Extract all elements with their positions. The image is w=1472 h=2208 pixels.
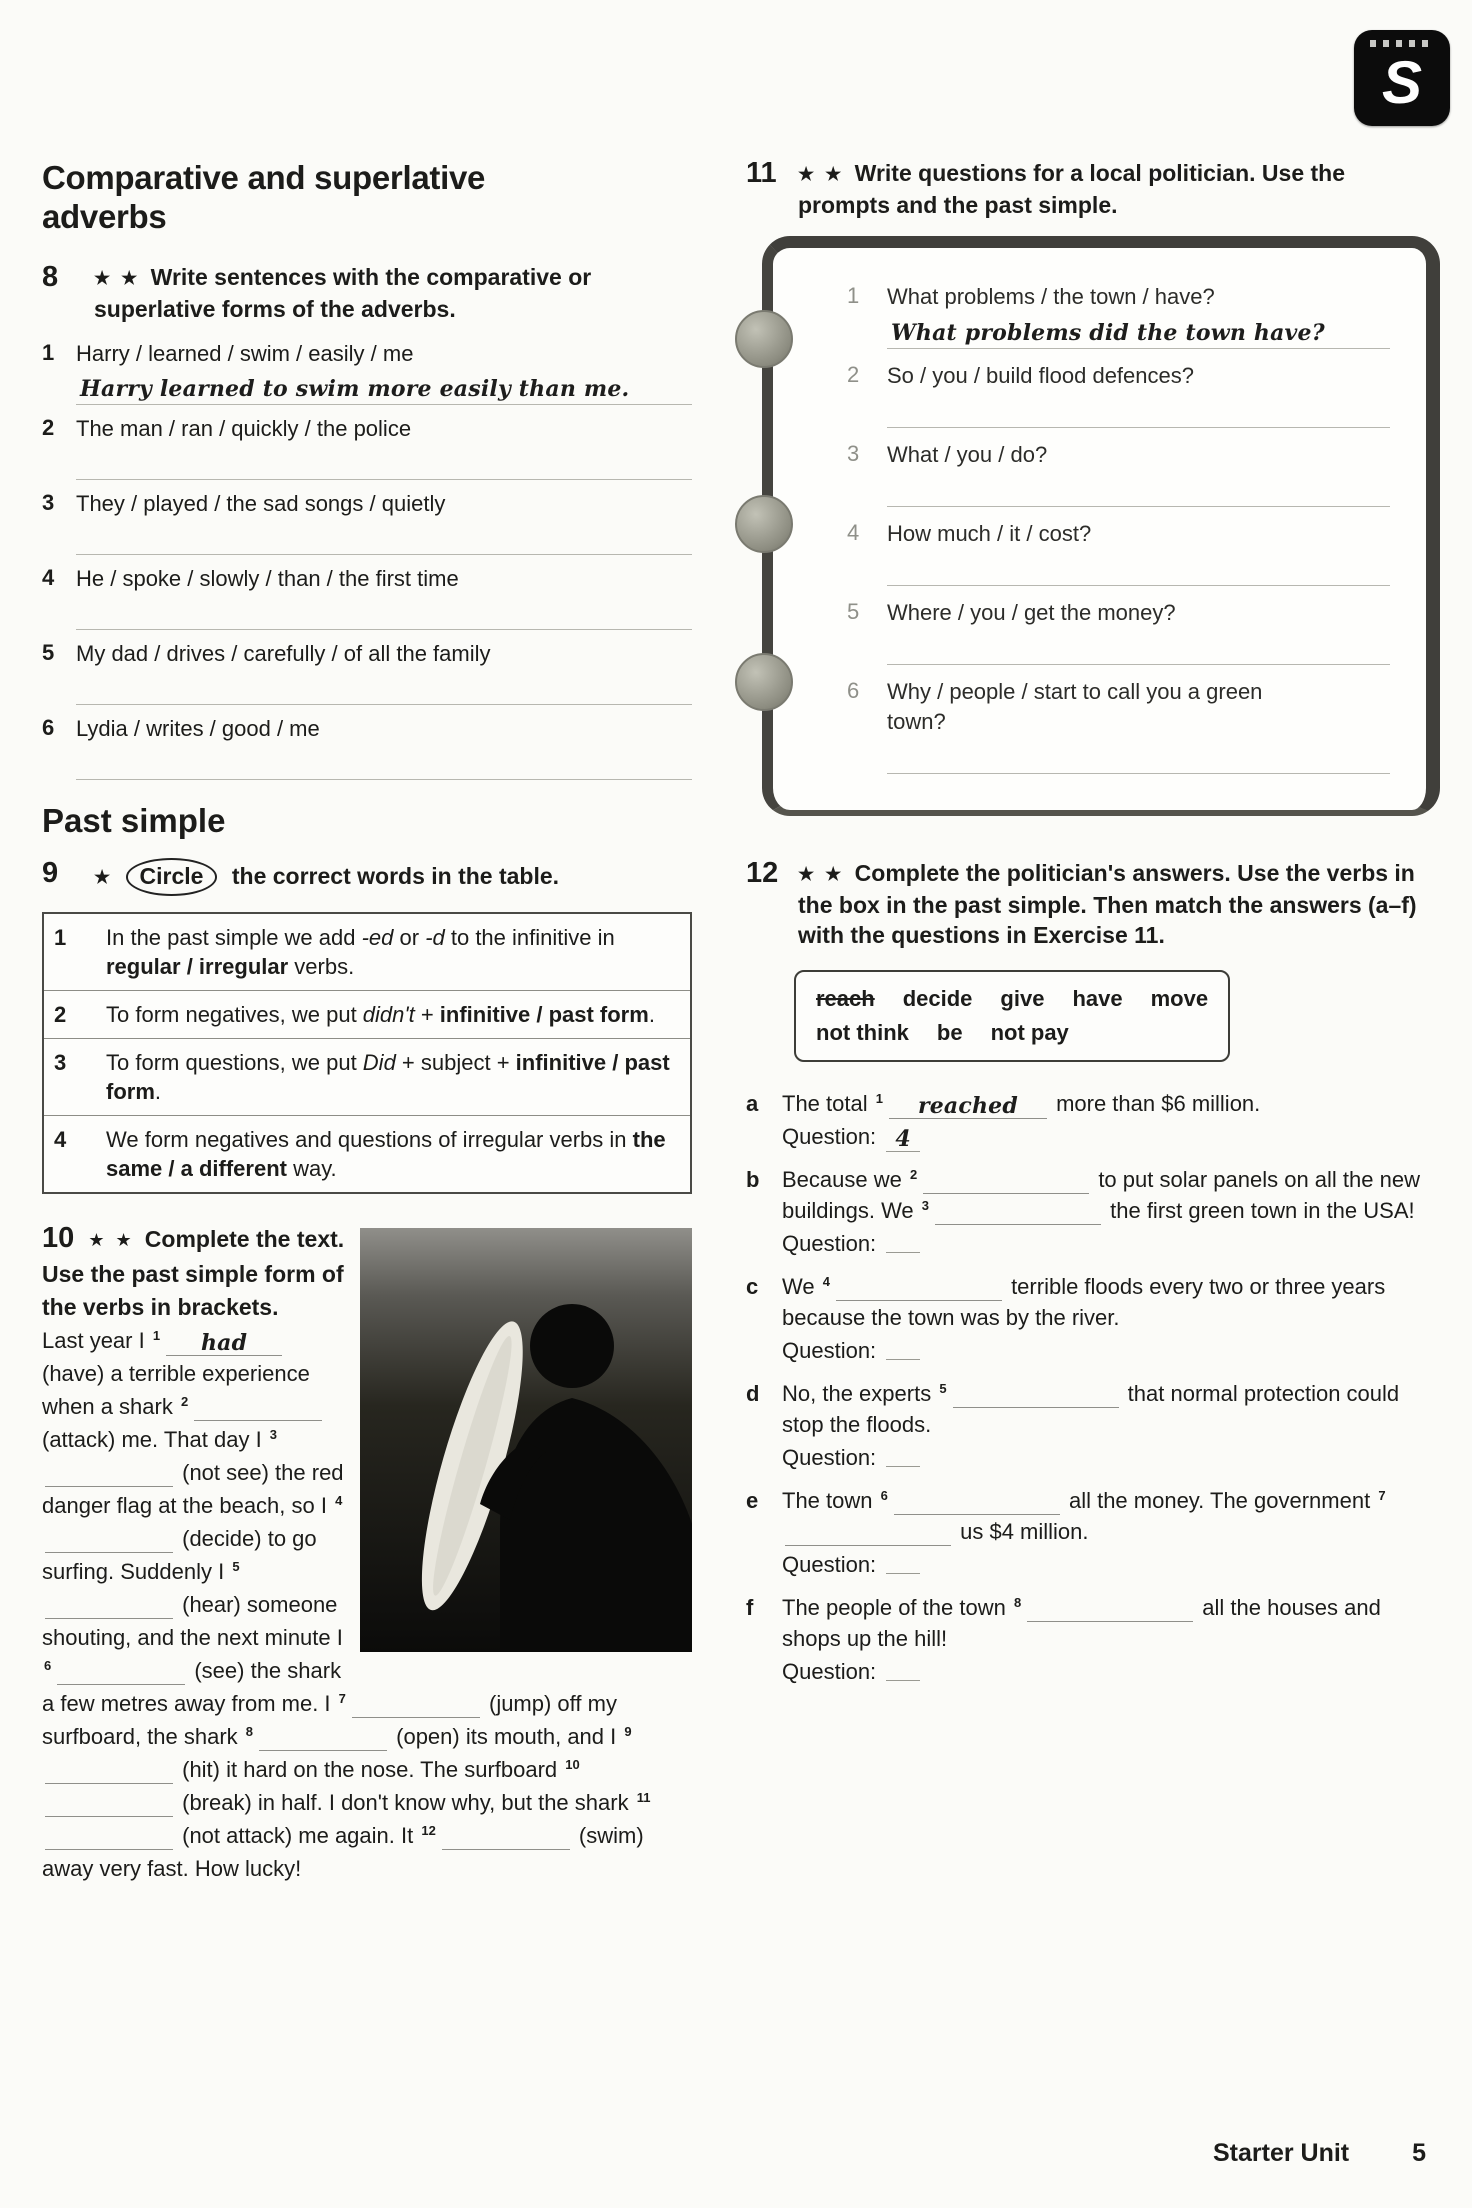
word-box-verb: decide [902,986,973,1011]
section-title-past-simple: Past simple [42,802,226,839]
answer-line[interactable] [887,391,1390,428]
answer-text: The total $^1$ reached more than $6 million. [782,1090,1261,1119]
exercise-instruction: ★ ★ Complete the politician's answers. Use the verbs in the box in the past simple. Then match the answers (a–f) with the questions in Exercise 11. [798,860,1417,948]
question-match-row: Question: 4 [782,1121,1440,1152]
binder-ring-icon [735,495,793,553]
question-item: 2 So / you / build flood defences? [847,361,1390,428]
answer-line[interactable] [887,470,1390,507]
difficulty-stars: ★ ★ [94,268,141,288]
exercise-number: 9 [42,857,59,889]
blank-line[interactable]: had [166,1332,282,1356]
blank-line[interactable] [836,1277,1002,1301]
answer-block: f The people of the town $^8$ all the houses and shops up the hill! Question: [746,1592,1440,1687]
exercise-instruction: ★ ★ Write questions for a local politician. Use the prompts and the past simple. [798,160,1346,218]
blank-line[interactable] [352,1694,480,1718]
page-number: 5 [1412,2139,1426,2167]
word-box-verb: not pay [990,1020,1069,1045]
question-number-blank[interactable] [886,1252,920,1253]
answer-block: d No, the experts $^5$ that normal protection could stop the floods. Question: [746,1378,1440,1473]
answer-line[interactable] [76,443,692,480]
answer-line[interactable] [887,628,1390,665]
answer-text: We $^4$ terrible floods every two or three years because the town was by the river. [782,1273,1386,1331]
gap-fill-text: Last year I $^1$ had (have) a terrible experience when a shark $^2$ (attack) me. That day I $^3$ (not see) the red danger flag at the beach, so I $^4$ (decide) to go surfing. Suddenly I $^5$ (hear) someone shouting, and the next minute I $^6$ (see) the shark a few metres away from me. I $^7$ (jump) off my surfboard, the shark $^8$ (open) its mouth, and I $^9$ (hit) it hard on the nose. The surfboard $^{10}$ (break) in half. I don't know why, but the shark $^{11}$ (not attack) me again. It $^{12}$ (swim) away very fast. How lucky! [42,1327,651,1881]
answer-block: a The total $^1$ reached more than $6 million. Question: 4 [746,1088,1440,1152]
right-column [746,158,1440,1699]
answer-block: b Because we $^2$ to put solar panels on all the new buildings. We $^3$ the first green town in the USA! Question: [746,1164,1440,1259]
handwritten-answer: Harry learned to swim more easily than me. [80,376,630,402]
table-row: 1 In the past simple we add -ed or -d to the infinitive in regular / irregular verbs. [43,913,691,991]
question-prompt: Why / people / start to call you a green town? [887,679,1263,734]
table-row: 4 We form negatives and questions of irregular verbs in the same / a different way. [43,1116,691,1194]
blank-line[interactable] [45,1463,173,1487]
exercise-11-header [746,158,1440,220]
answer-line[interactable] [887,549,1390,586]
blank-line[interactable] [57,1661,185,1685]
exercise-11 [746,158,1440,816]
question-match-row: Question: [782,1335,1440,1366]
answer-text: No, the experts $^5$ that normal protection could stop the floods. [782,1380,1400,1438]
sentence-prompt: He / spoke / slowly / than / the first time [76,566,459,591]
exercise-12 [746,858,1440,1687]
exercise-10 [42,1222,692,1885]
answer-line[interactable] [76,368,692,405]
blank-line[interactable]: reached [889,1095,1047,1119]
table-row: 2 To form negatives, we put didn't + infinitive / past form. [43,991,691,1039]
word-box-verb: not think [816,1020,909,1045]
rule-text[interactable]: To form questions, we put Did + subject + infinitive / past form. [96,1039,691,1116]
word-box-verb: move [1150,986,1209,1011]
question-match-row: Question: [782,1228,1440,1259]
question-number-blank[interactable] [886,1680,920,1681]
sentence-prompt: My dad / drives / carefully / of all the family [76,641,491,666]
answer-line[interactable] [76,668,692,705]
sentence-item: 5 My dad / drives / carefully / of all the family [42,640,692,705]
question-prompt: What problems / the town / have? [887,284,1215,309]
question-item: 1 What problems / the town / have? What problems did the town have? [847,282,1390,349]
answer-text: The town $^6$ all the money. The government $^7$ us $4 million. [782,1485,1440,1547]
unit-badge-letter: S [1381,48,1423,116]
word-box-verb: be [936,1020,963,1045]
exercise-instruction: ★ ★ Write sentences with the comparative or superlative forms of the adverbs. [94,264,592,322]
word-box-row [816,982,1208,1016]
question-number-blank[interactable] [886,1466,920,1467]
exercise-9 [42,858,692,1194]
answer-block: c We $^4$ terrible floods every two or three years because the town was by the river. Question: [746,1271,1440,1366]
blank-line[interactable] [785,1522,951,1546]
blank-line[interactable] [45,1760,173,1784]
exercise-instruction: Complete the text. Use the past simple form of the verbs in brackets. [42,1226,345,1320]
blank-line[interactable] [923,1170,1089,1194]
answer-line[interactable] [887,312,1390,349]
sentence-item: 6 Lydia / writes / good / me [42,715,692,780]
blank-line[interactable] [45,1595,173,1619]
answer-text: Because we $^2$ to put solar panels on all the new buildings. We $^3$ the first green town in the USA! [782,1164,1440,1226]
answer-line[interactable] [76,593,692,630]
blank-line[interactable] [1027,1598,1193,1622]
question-prompt: Where / you / get the money? [887,600,1176,625]
grammar-rules-table [42,912,692,1194]
blank-line[interactable] [953,1384,1119,1408]
rule-text[interactable]: To form negatives, we put didn't + infinitive / past form. [96,991,691,1039]
exercise-8-header [42,262,692,324]
question-item: 3 What / you / do? [847,440,1390,507]
answer-block: e The town $^6$ all the money. The government $^7$ us $4 million. Question: [746,1485,1440,1580]
answer-line[interactable] [887,737,1390,774]
handwritten-answer: What problems did the town have? [891,320,1325,346]
word-box-verb: reach [816,986,875,1011]
sentence-prompt: They / played / the sad songs / quietly [76,491,446,516]
question-match-row: Question: [782,1442,1440,1473]
question-match-row: Question: [782,1549,1440,1580]
sentence-prompt: Harry / learned / swim / easily / me [76,341,414,366]
difficulty-stars: ★ ★ [798,864,845,884]
blank-line[interactable] [894,1491,1060,1515]
sentence-prompt: The man / ran / quickly / the police [76,416,412,441]
word-box-verb: have [1072,986,1123,1011]
blank-line[interactable] [935,1201,1101,1225]
unit-badge [1354,30,1450,126]
exercise-number: 11 [746,157,777,189]
verb-word-box [794,970,1230,1062]
badge-decorative-strip [1370,40,1434,47]
question-item: 4 How much / it / cost? [847,519,1390,586]
difficulty-stars: ★ ★ [798,164,845,184]
exercise-12-header [746,858,1440,950]
exercise-number: 10 [42,1222,75,1254]
answer-line[interactable] [76,518,692,555]
question-number-blank[interactable] [886,1573,920,1574]
blank-line[interactable] [45,1529,173,1553]
blank-line[interactable] [442,1826,570,1850]
exercise-number: 8 [42,261,59,293]
binder-ring-icon [735,653,793,711]
binder-ring-icon [735,310,793,368]
question-prompt: So / you / build flood defences? [887,363,1194,388]
difficulty-stars: ★ ★ [88,1230,135,1250]
exercise-instruction: ★ Circle the correct words in the table. [94,858,559,896]
exercise-8 [42,262,692,780]
answer-line[interactable] [76,743,692,780]
page-footer [1213,2139,1426,2168]
blank-line[interactable] [194,1397,322,1421]
question-item: 5 Where / you / get the money? [847,598,1390,665]
answer-text: The people of the town $^8$ all the houses and shops up the hill! [782,1594,1381,1652]
rule-text[interactable]: In the past simple we add -ed or -d to the infinitive in regular / irregular verbs. [106,925,615,979]
question-prompt: What / you / do? [887,442,1048,467]
notebook-card [762,236,1440,816]
rule-text[interactable]: We form negatives and questions of irregular verbs in the same / a different way. [96,1116,691,1194]
left-column [42,158,692,1885]
sentence-item: 4 He / spoke / slowly / than / the first time [42,565,692,630]
word-box-row [816,1016,1208,1050]
blank-line[interactable] [45,1793,173,1817]
question-number-blank[interactable]: 4 [886,1128,920,1152]
word-box-verb: give [1000,986,1045,1011]
footer-unit-label: Starter Unit [1213,2139,1350,2167]
sentence-item: 2 The man / ran / quickly / the police [42,415,692,480]
exercise-number: 12 [746,857,779,889]
blank-line[interactable] [259,1727,387,1751]
question-item: 6 Why / people / start to call you a green town? [847,677,1390,774]
blank-line[interactable] [45,1826,173,1850]
question-prompt: How much / it / cost? [887,521,1092,546]
question-match-row: Question: [782,1656,1440,1687]
section-title-comparative-adverbs: Comparative and superlative adverbs [42,159,486,235]
sentence-item: 1 Harry / learned / swim / easily / me Harry learned to swim more easily than me. [42,340,692,405]
exercise-9-header [42,858,692,896]
question-number-blank[interactable] [886,1359,920,1360]
surfer-photo [360,1228,692,1652]
sentence-prompt: Lydia / writes / good / me [76,716,320,741]
table-row: 3 To form questions, we put Did + subject + infinitive / past form. [43,1039,691,1116]
circled-word: Circle [126,858,218,896]
difficulty-stars: ★ [94,867,114,887]
sentence-item: 3 They / played / the sad songs / quietly [42,490,692,555]
